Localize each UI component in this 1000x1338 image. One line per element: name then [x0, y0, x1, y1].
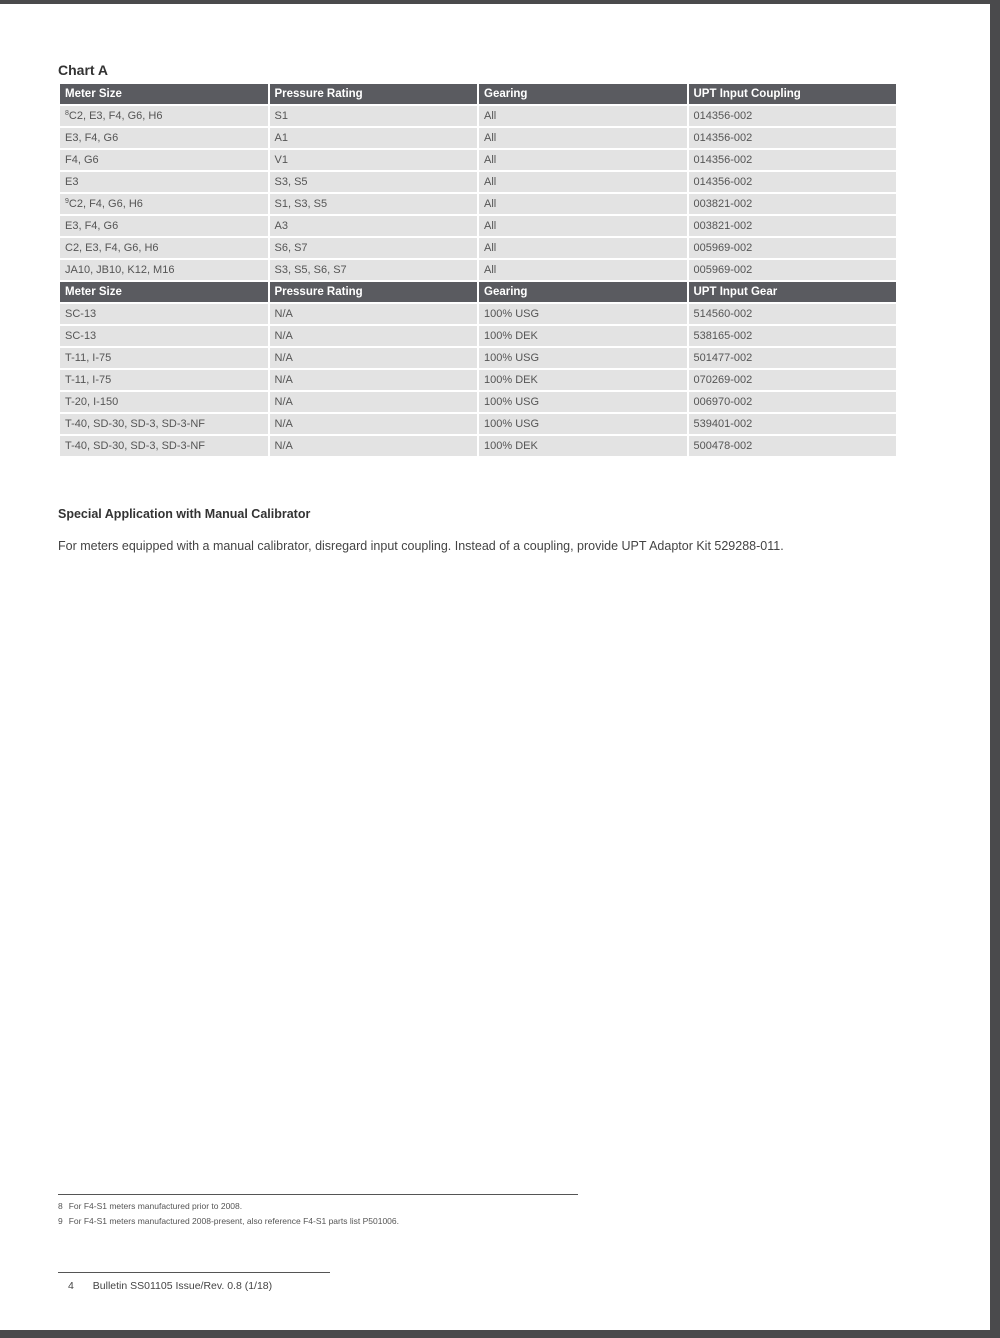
- footnote-divider: [58, 1194, 578, 1195]
- gear-table-header: [60, 282, 896, 302]
- cell-part-number: 005969-002: [689, 260, 897, 280]
- footnote-text: For F4-S1 meters manufactured 2008-present, also reference F4-S1 parts list P501006.: [68, 1216, 399, 1226]
- cell-pressure-rating: A3: [270, 216, 478, 236]
- cell-meter-size: [60, 106, 268, 126]
- table-row: [60, 260, 896, 280]
- cell-part-number: 500478-002: [689, 436, 897, 456]
- coupling-table-body: [60, 106, 896, 280]
- header-pressure-rating: Pressure Rating: [270, 282, 478, 302]
- cell-part-number: 014356-002: [689, 106, 897, 126]
- table-header-row: [60, 84, 896, 104]
- header-pressure-rating: Pressure Rating: [270, 84, 478, 104]
- footnote: [58, 1199, 399, 1214]
- cell-part-number: 539401-002: [689, 414, 897, 434]
- bulletin-info: Bulletin SS01105 Issue/Rev. 0.8 (1/18): [92, 1280, 273, 1292]
- cell-part-number: 538165-002: [689, 326, 897, 346]
- cell-part-number: 514560-002: [689, 304, 897, 324]
- footnote-ref: 8: [65, 110, 69, 117]
- footnote-number: 8: [58, 1201, 63, 1211]
- cell-part-number: 005969-002: [689, 238, 897, 258]
- cell-meter-size: [60, 150, 268, 170]
- parts-table: [58, 82, 898, 458]
- cell-pressure-rating: S6, S7: [270, 238, 478, 258]
- cell-gearing: 100% DEK: [479, 370, 687, 390]
- cell-part-number: 003821-002: [689, 194, 897, 214]
- page-number: 4: [68, 1280, 74, 1292]
- cell-part-number: 014356-002: [689, 172, 897, 192]
- footnotes: [58, 1199, 399, 1229]
- special-application-text: For meters equipped with a manual calibrator, disregard input coupling. Instead of a coupling, provide UPT Adaptor Kit 529288-011.: [58, 539, 784, 553]
- cell-part-number: 003821-002: [689, 216, 897, 236]
- cell-gearing: All: [479, 106, 687, 126]
- cell-part-number: 070269-002: [689, 370, 897, 390]
- page-footer: [68, 1280, 272, 1292]
- cell-part-number: 501477-002: [689, 348, 897, 368]
- table-row: [60, 326, 896, 346]
- cell-gearing: All: [479, 172, 687, 192]
- cell-gearing: 100% USG: [479, 392, 687, 412]
- table-row: [60, 238, 896, 258]
- cell-gearing: 100% USG: [479, 348, 687, 368]
- cell-part-number: 006970-002: [689, 392, 897, 412]
- cell-gearing: 100% DEK: [479, 326, 687, 346]
- footnote-number: 9: [58, 1216, 63, 1226]
- cell-part-number: 014356-002: [689, 128, 897, 148]
- cell-pressure-rating: V1: [270, 150, 478, 170]
- cell-meter-size: [60, 172, 268, 192]
- meter-size-text: E3, F4, G6: [65, 132, 119, 144]
- meter-size-text: E3: [65, 176, 79, 188]
- cell-pressure-rating: N/A: [270, 392, 478, 412]
- cell-pressure-rating: S3, S5: [270, 172, 478, 192]
- cell-pressure-rating: S1: [270, 106, 478, 126]
- table-row: [60, 128, 896, 148]
- cell-pressure-rating: A1: [270, 128, 478, 148]
- footer-divider: [58, 1272, 330, 1273]
- meter-size-text: C2, E3, F4, G6, H6: [65, 242, 159, 254]
- meter-size-text: JA10, JB10, K12, M16: [65, 264, 175, 276]
- footnote-ref: 9: [65, 198, 69, 205]
- header-gearing: Gearing: [479, 282, 687, 302]
- cell-meter-size: T-11, I-75: [60, 348, 268, 368]
- cell-meter-size: T-20, I-150: [60, 392, 268, 412]
- table-row: [60, 436, 896, 456]
- footnote-text: For F4-S1 meters manufactured prior to 2008.: [68, 1201, 243, 1211]
- cell-gearing: All: [479, 260, 687, 280]
- footnote: [58, 1214, 399, 1229]
- table-header-row: [60, 282, 896, 302]
- table-row: [60, 150, 896, 170]
- cell-gearing: 100% DEK: [479, 436, 687, 456]
- meter-size-text: F4, G6: [65, 154, 99, 166]
- table-row: [60, 414, 896, 434]
- cell-meter-size: SC-13: [60, 304, 268, 324]
- cell-meter-size: [60, 216, 268, 236]
- cell-meter-size: [60, 238, 268, 258]
- cell-pressure-rating: N/A: [270, 370, 478, 390]
- table-row: [60, 370, 896, 390]
- table-row: [60, 216, 896, 236]
- cell-gearing: All: [479, 194, 687, 214]
- cell-pressure-rating: S1, S3, S5: [270, 194, 478, 214]
- header-meter-size: Meter Size: [60, 282, 268, 302]
- cell-meter-size: T-40, SD-30, SD-3, SD-3-NF: [60, 414, 268, 434]
- cell-pressure-rating: N/A: [270, 414, 478, 434]
- table-row: [60, 194, 896, 214]
- cell-part-number: 014356-002: [689, 150, 897, 170]
- cell-meter-size: [60, 128, 268, 148]
- header-upt-input-coupling: UPT Input Coupling: [689, 84, 897, 104]
- cell-gearing: All: [479, 150, 687, 170]
- cell-gearing: 100% USG: [479, 304, 687, 324]
- special-application-heading: Special Application with Manual Calibrator: [58, 507, 311, 521]
- meter-size-text: C2, F4, G6, H6: [68, 198, 143, 210]
- table-row: [60, 304, 896, 324]
- table-row: [60, 172, 896, 192]
- cell-gearing: All: [479, 216, 687, 236]
- table-row: [60, 106, 896, 126]
- table-row: [60, 392, 896, 412]
- cell-meter-size: [60, 260, 268, 280]
- cell-gearing: 100% USG: [479, 414, 687, 434]
- cell-gearing: All: [479, 238, 687, 258]
- header-upt-input-gear: UPT Input Gear: [689, 282, 897, 302]
- gear-table-body: [60, 304, 896, 456]
- cell-pressure-rating: N/A: [270, 436, 478, 456]
- cell-meter-size: [60, 194, 268, 214]
- header-meter-size: Meter Size: [60, 84, 268, 104]
- cell-meter-size: T-11, I-75: [60, 370, 268, 390]
- cell-gearing: All: [479, 128, 687, 148]
- cell-pressure-rating: N/A: [270, 326, 478, 346]
- meter-size-text: C2, E3, F4, G6, H6: [68, 110, 163, 122]
- cell-meter-size: SC-13: [60, 326, 268, 346]
- cell-pressure-rating: N/A: [270, 348, 478, 368]
- header-gearing: Gearing: [479, 84, 687, 104]
- document-page: [0, 4, 990, 1330]
- cell-meter-size: T-40, SD-30, SD-3, SD-3-NF: [60, 436, 268, 456]
- meter-size-text: E3, F4, G6: [65, 220, 119, 232]
- cell-pressure-rating: S3, S5, S6, S7: [270, 260, 478, 280]
- table-row: [60, 348, 896, 368]
- chart-title: Chart A: [58, 62, 109, 78]
- cell-pressure-rating: N/A: [270, 304, 478, 324]
